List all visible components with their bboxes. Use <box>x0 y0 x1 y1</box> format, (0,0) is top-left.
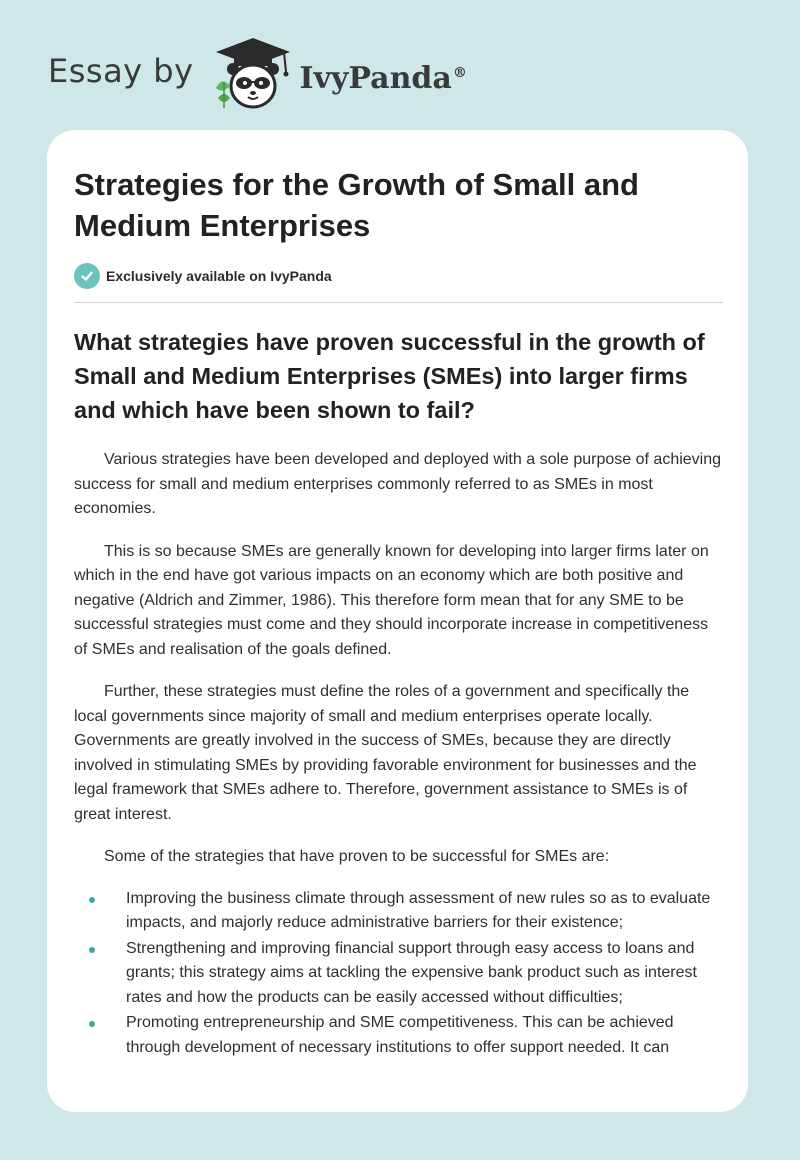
paragraph: Further, these strategies must define the roles of a government and specifically the local governments since majority of small and medium enterprises operate locally. Governments are greatly involved in the success of SMEs, because they are directly involved in stimulating SMEs by providing favorable environment for businesses and the legal framework that SMEs adhere to. Therefore, government assistance to SMEs is of great interest. <box>74 683 697 823</box>
list-item-text: Promoting entrepreneurship and SME competitiveness. This can be achieved through development of necessary institutions to offer support needed. It can <box>126 1014 674 1056</box>
bullet-dot-icon <box>89 947 95 953</box>
badge-label: Exclusively available on IvyPanda <box>106 268 332 284</box>
panda-graduate-logo-icon <box>208 36 298 112</box>
site-logo[interactable] <box>48 34 467 114</box>
strategies-list <box>74 887 722 1061</box>
brand-prefix: Essay by <box>48 52 194 90</box>
check-icon <box>74 263 100 289</box>
essay-question: What strategies have proven successful in the growth of Small and Medium Enterprises (SMEs) into larger firms and which have been shown to fail? <box>74 329 705 423</box>
list-item-text: Improving the business climate through assessment of new rules so as to evaluate impacts, and majorly reduce administrative barriers for their existence; <box>126 889 711 931</box>
essay-card <box>47 130 748 1112</box>
brand-name: IvyPanda® <box>299 60 467 96</box>
bullet-dot-icon <box>89 1021 95 1027</box>
paragraph: Various strategies have been developed and deployed with a sole purpose of achieving success for small and medium enterprises commonly referred to as SMEs in most economies. <box>74 451 722 517</box>
list-item <box>126 1011 722 1060</box>
divider <box>74 302 723 303</box>
paragraph: This is so because SMEs are generally known for developing into larger firms later on which in the end have got various impacts on an economy which are both positive and negative (Aldrich and Zimmer, 1986). This therefore form mean that for any SME to be successful strategies must come and they should incorporate increase in competitiveness of SMEs and realisation of the goals defined. <box>74 542 709 658</box>
paragraph: Some of the strategies that have proven to be successful for SMEs are: <box>104 848 610 865</box>
list-item-text: Strengthening and improving financial support through easy access to loans and grants; this strategy aims at tackling the expensive bank product such as interest rates and how the products can be easily accessed without difficulties; <box>126 939 697 1006</box>
list-item <box>126 887 722 936</box>
exclusive-badge <box>74 263 722 289</box>
bullet-dot-icon <box>89 897 95 903</box>
essay-title: Strategies for the Growth of Small and Medium Enterprises <box>74 167 639 243</box>
list-item <box>126 937 722 1011</box>
